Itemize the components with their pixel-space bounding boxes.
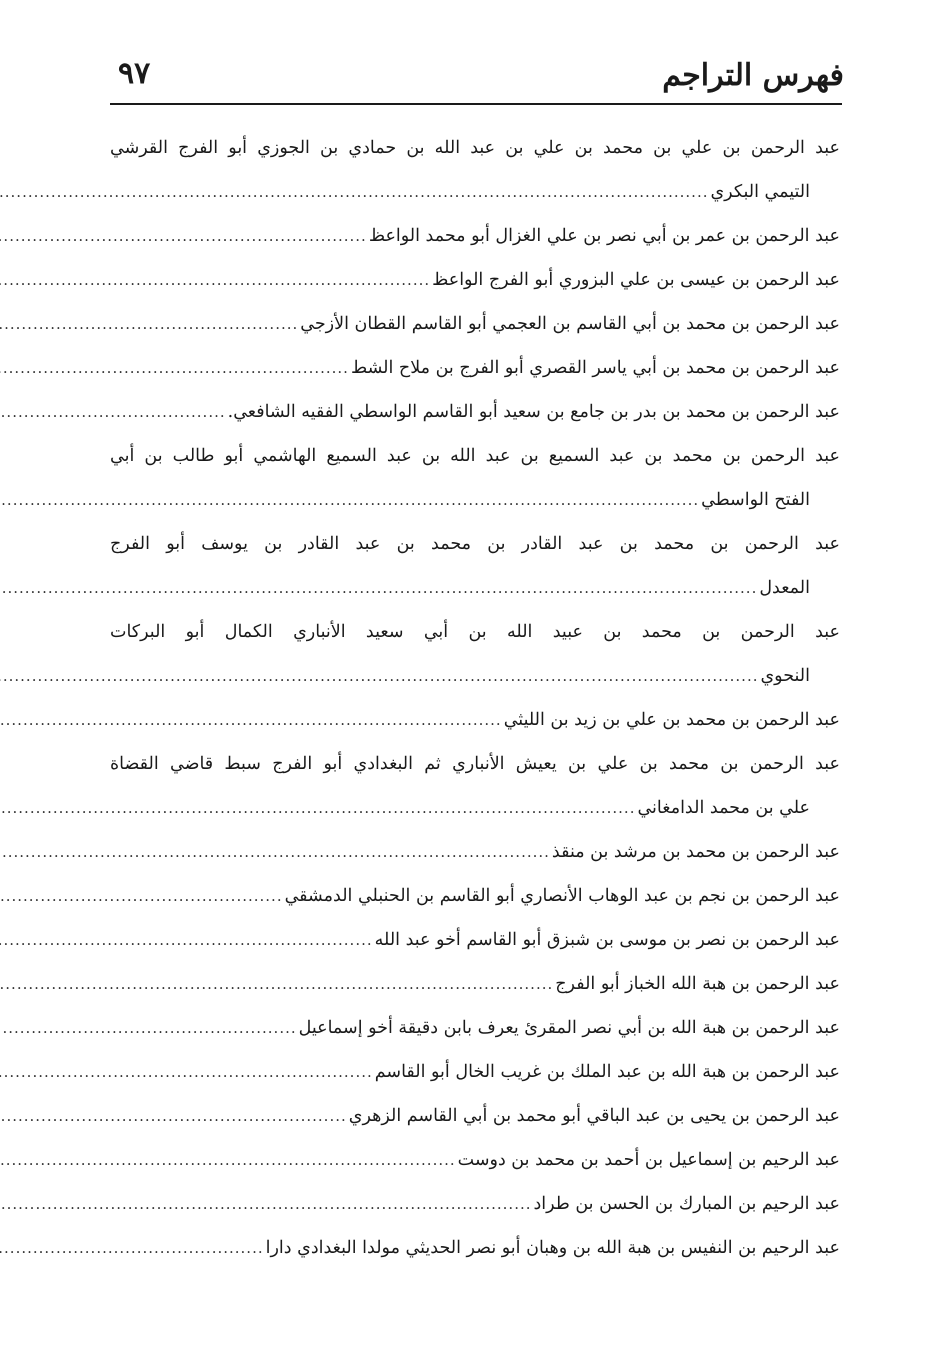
index-entry	[110, 742, 840, 830]
index-entry	[110, 1094, 840, 1138]
dot-leader	[0, 962, 553, 1006]
entry-name-first-line: عبد الرحمن بن علي بن محمد بن علي بن عبد الله بن حمادي بن الجوزي أبو الفرج القرشي	[110, 138, 840, 158]
entry-reference-line	[110, 874, 840, 918]
dot-leader	[0, 654, 758, 698]
entry-name: التيمي البكري	[710, 182, 810, 202]
entry-name: الفتح الواسطي	[701, 490, 810, 510]
entry-reference-line	[110, 1050, 840, 1094]
entry-name: عبد الرحمن بن هبة الله الخباز أبو الفرج	[555, 974, 840, 994]
entry-name-first-line: عبد الرحمن بن محمد بن عبد السميع بن عبد الله بن عبد السميع الهاشمي أبو طالب بن أبي	[110, 446, 840, 466]
page-header	[110, 40, 844, 104]
index-entry	[110, 1050, 840, 1094]
dot-leader	[0, 698, 502, 742]
entry-name: عبد الرحيم بن إسماعيل بن أحمد بن محمد بن دوست	[457, 1150, 840, 1170]
index-entry	[110, 918, 840, 962]
page-number: ٩٧	[118, 56, 151, 91]
entry-reference-line	[110, 1182, 840, 1226]
dot-leader	[0, 1006, 297, 1050]
entry-name: عبد الرحمن بن عمر بن أبي نصر بن علي الغزال أبو محمد الواعظ	[368, 226, 840, 246]
entry-name: عبد الرحمن بن هبة الله بن أبي نصر المقرئ يعرف بابن دقيقة أخو إسماعيل	[298, 1018, 840, 1038]
entry-reference-line	[110, 1226, 840, 1270]
entry-reference-line	[110, 390, 840, 434]
entry-reference-line	[110, 478, 840, 522]
entry-name: عبد الرحيم بن المبارك بن الحسن بن طراد	[533, 1194, 840, 1214]
entry-reference-line	[110, 214, 840, 258]
index-entry	[110, 830, 840, 874]
dot-leader	[0, 1138, 456, 1182]
entry-reference-line	[110, 1138, 840, 1182]
entry-name-first-line: عبد الرحمن بن محمد بن علي بن يعيش الأنباري ثم البغدادي أبو الفرج سبط قاضي القضاة	[110, 754, 840, 774]
entry-name: عبد الرحمن بن نصر بن موسى بن شبزق أبو القاسم أخو عبد الله	[374, 930, 840, 950]
dot-leader	[0, 566, 757, 610]
index-entry	[110, 522, 840, 610]
dot-leader	[0, 214, 367, 258]
entry-reference-line	[110, 1094, 840, 1138]
entry-name: عبد الرحمن بن محمد بن أبي ياسر القصري أبو الفرج بن ملاح الشط	[350, 358, 840, 378]
dot-leader	[0, 786, 635, 830]
index-entry	[110, 258, 840, 302]
entry-name: عبد الرحيم بن النفيس بن هبة الله بن وهبان أبو نصر الحديثي مولدا البغدادي دارا	[265, 1238, 840, 1258]
entry-name: المعدل	[759, 578, 810, 598]
index-entry	[110, 126, 840, 214]
entry-reference-line	[110, 566, 840, 610]
dot-leader	[0, 170, 708, 214]
entry-reference-line	[110, 962, 840, 1006]
entry-name: عبد الرحمن بن محمد بن بدر بن جامع بن سعيد أبو القاسم الواسطي الفقيه الشافعي.	[227, 402, 840, 422]
entry-name: علي بن محمد الدامغاني	[637, 798, 810, 818]
page-title: فهرس التراجم	[662, 58, 844, 93]
index-entry	[110, 874, 840, 918]
header-divider	[110, 103, 842, 105]
entry-reference-line	[110, 698, 840, 742]
dot-leader	[0, 874, 283, 918]
entry-reference-line	[110, 1006, 840, 1050]
index-entry	[110, 610, 840, 698]
index-entry	[110, 346, 840, 390]
dot-leader	[0, 830, 550, 874]
index-entry	[110, 1226, 840, 1270]
entry-reference-line	[110, 170, 840, 214]
dot-leader	[0, 346, 349, 390]
index-entry	[110, 1006, 840, 1050]
dot-leader	[0, 390, 226, 434]
index-entry	[110, 1138, 840, 1182]
biography-index-list	[110, 126, 840, 1270]
dot-leader	[0, 1094, 347, 1138]
entry-name-first-line: عبد الرحمن بن محمد بن عبيد الله بن أبي سعيد الأنباري الكمال أبو البركات	[110, 622, 840, 642]
entry-name: عبد الرحمن بن نجم بن عبد الوهاب الأنصاري أبو القاسم بن الحنبلي الدمشقي	[284, 886, 840, 906]
entry-reference-line	[110, 654, 840, 698]
index-entry	[110, 698, 840, 742]
index-entry	[110, 302, 840, 346]
dot-leader	[0, 918, 373, 962]
dot-leader	[0, 302, 298, 346]
entry-name: عبد الرحمن بن محمد بن أبي القاسم بن العجمي أبو القاسم القطان الأزجي	[300, 314, 840, 334]
index-entry	[110, 434, 840, 522]
index-entry	[110, 214, 840, 258]
entry-reference-line	[110, 918, 840, 962]
entry-name: عبد الرحمن بن محمد بن علي بن زيد بن الليثي	[503, 710, 840, 730]
dot-leader	[0, 1182, 532, 1226]
entry-reference-line	[110, 830, 840, 874]
entry-name-first-line: عبد الرحمن بن محمد بن عبد القادر بن محمد بن عبد القادر بن يوسف أبو الفرج	[110, 534, 840, 554]
index-entry	[110, 390, 840, 434]
dot-leader	[0, 1050, 373, 1094]
dot-leader	[0, 258, 430, 302]
entry-name: عبد الرحمن بن يحيى بن عبد الباقي أبو محمد بن أبي القاسم الزهري	[348, 1106, 840, 1126]
dot-leader	[0, 478, 699, 522]
entry-name: عبد الرحمن بن عيسى بن علي البزوري أبو الفرج الواعظ	[432, 270, 840, 290]
entry-name: عبد الرحمن بن هبة الله بن عبد الملك بن غريب الخال أبو القاسم	[374, 1062, 840, 1082]
entry-name: النحوي	[760, 666, 810, 686]
entry-reference-line	[110, 346, 840, 390]
entry-reference-line	[110, 258, 840, 302]
index-entry	[110, 1182, 840, 1226]
dot-leader	[0, 1226, 264, 1270]
index-entry	[110, 962, 840, 1006]
entry-reference-line	[110, 302, 840, 346]
entry-reference-line	[110, 786, 840, 830]
entry-name: عبد الرحمن بن محمد بن مرشد بن منقذ	[551, 842, 840, 862]
